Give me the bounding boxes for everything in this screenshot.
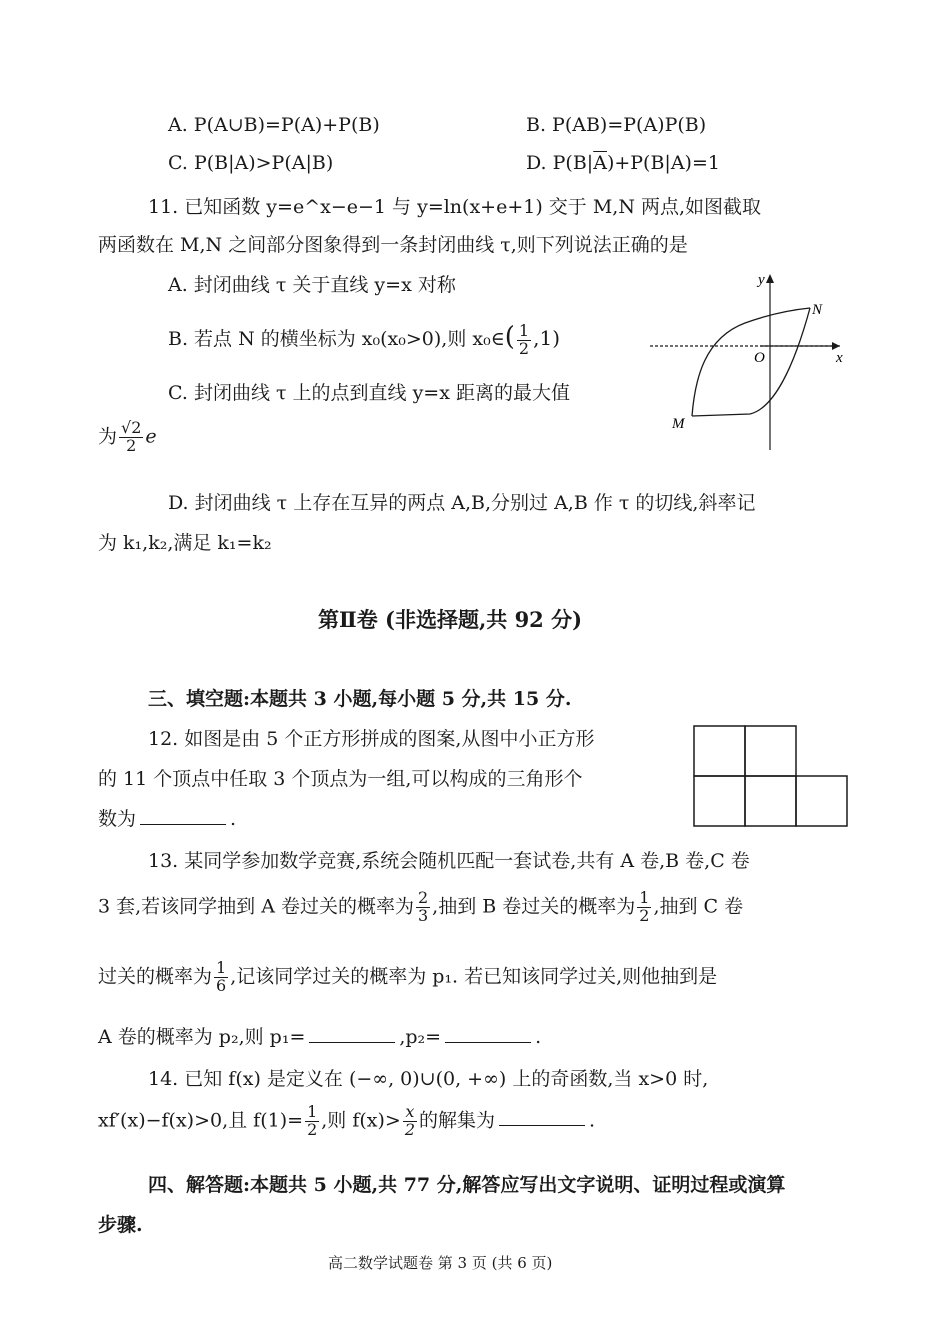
q11-option-b-paren: (	[504, 322, 515, 352]
q11-closed-curve-graph	[650, 268, 850, 458]
q11-stem-line1: 11. 已知函数 y=e^x−e−1 与 y=ln(x+e+1) 交于 M,N 两点,如图截取	[148, 196, 762, 218]
q11-option-c-fraction: $\frac{√2}{2}$	[121, 418, 142, 455]
q11-option-c-line1: C. 封闭曲线 τ 上的点到直线 y=x 距离的最大值	[168, 382, 570, 404]
square-top-middle	[745, 726, 796, 776]
section-3-heading: 三、填空题:本题共 3 小题,每小题 5 分,共 15 分.	[148, 688, 572, 710]
q13-fraction-a: $\frac{2}{3}$	[417, 888, 429, 925]
q13-line1: 13. 某同学参加数学竞赛,系统会随机匹配一套试卷,共有 A 卷,B 卷,C 卷	[148, 850, 750, 872]
q11-option-b-fraction: $\frac{1}{2}$	[518, 320, 530, 358]
q12-five-squares-figure	[692, 724, 852, 828]
y-axis-arrow-icon	[766, 274, 774, 283]
q11-option-b-tail: ,1)	[533, 326, 560, 350]
curve-exp	[692, 308, 810, 416]
q11-option-b-text: B. 若点 N 的横坐标为 x₀(x₀>0),则 x₀∈	[168, 328, 505, 350]
q14-line2: xf′(x)−f(x)>0,且 f(1)= $\frac{1}{2}$ ,则 f(x)> $\frac{x}{2}$ 的解集为 .	[98, 1102, 596, 1139]
q14-fraction-half: $\frac{1}{2}$	[307, 1102, 318, 1139]
q13-line2: 3 套,若该同学抽到 A 卷过关的概率为 $\frac{2}{3}$ ,抽到 B 卷过关的概率为 $\frac{1}{2}$ ,抽到 C 卷	[98, 888, 744, 925]
q11-stem-line2: 两函数在 M,N 之间部分图象得到一条封闭曲线 τ,则下列说法正确的是	[98, 234, 688, 256]
square-bottom-middle	[745, 776, 796, 826]
q14-line1: 14. 已知 f(x) 是定义在 (−∞, 0)∪(0, +∞) 上的奇函数,当 x>0 时,	[148, 1068, 709, 1090]
q13-line4: A 卷的概率为 p₂,则 p₁= ,p₂= .	[98, 1026, 542, 1048]
graph-origin-label: O	[754, 350, 765, 366]
square-top-left	[694, 726, 745, 776]
graph-point-n-label: N	[812, 302, 823, 318]
q14-fraction-x-over-2: $\frac{x}{2}$	[404, 1102, 416, 1139]
q11-option-d-line1: D. 封闭曲线 τ 上存在互异的两点 A,B,分别过 A,B 作 τ 的切线,斜率记	[168, 492, 756, 514]
q12-line1: 12. 如图是由 5 个正方形拼成的图案,从图中小正方形	[148, 728, 595, 750]
q10-option-d-complement: $\overline{A}$	[593, 152, 607, 174]
q12-line2: 的 11 个顶点中任取 3 个顶点为一组,可以构成的三角形个	[98, 768, 583, 790]
square-bottom-right	[796, 776, 847, 826]
q12-answer-blank[interactable]	[140, 810, 226, 825]
q12-line3: 数为 .	[98, 808, 237, 830]
graph-y-label: y	[758, 272, 765, 288]
q11-option-d-line2: 为 k₁,k₂,满足 k₁=k₂	[98, 532, 272, 554]
page-footer: 高二数学试题卷 第 3 页 (共 6 页)	[328, 1254, 553, 1272]
q11-option-a: A. 封闭曲线 τ 关于直线 y=x 对称	[168, 274, 456, 296]
q13-p2-blank[interactable]	[445, 1028, 531, 1043]
q10-option-d-pre: D. P(B|	[526, 152, 594, 174]
q13-p1-blank[interactable]	[309, 1028, 395, 1043]
q10-option-d-post: )+P(B|A)=1	[606, 152, 720, 174]
graph-x-label: x	[836, 350, 843, 366]
q11-option-b	[168, 322, 560, 357]
q10-option-c: C. P(B|A)>P(A|B)	[168, 152, 334, 174]
q13-fraction-c: $\frac{1}{6}$	[216, 958, 227, 995]
q11-option-c-line2: 为 $\frac{√2}{2}$ e	[98, 418, 157, 455]
q14-answer-blank[interactable]	[499, 1111, 585, 1126]
q13-line3: 过关的概率为 $\frac{1}{6}$ ,记该同学过关的概率为 p₁. 若已知该同学过关,则他抽到是	[98, 958, 718, 995]
graph-point-m-label: M	[672, 416, 685, 432]
x-axis-arrow-icon	[832, 342, 840, 350]
q10-option-d	[526, 152, 720, 174]
q10-option-a: A. P(A∪B)=P(A)+P(B)	[168, 114, 380, 136]
q13-fraction-b: $\frac{1}{2}$	[639, 888, 650, 925]
section-4-heading-line2: 步骤.	[98, 1214, 143, 1236]
q10-option-b: B. P(AB)=P(A)P(B)	[526, 114, 707, 136]
section-4-heading-line1: 四、解答题:本题共 5 小题,共 77 分,解答应写出文字说明、证明过程或演算	[148, 1174, 786, 1196]
square-bottom-left	[694, 776, 745, 826]
section-2-title: 第Ⅱ卷 (非选择题,共 92 分)	[318, 607, 583, 632]
